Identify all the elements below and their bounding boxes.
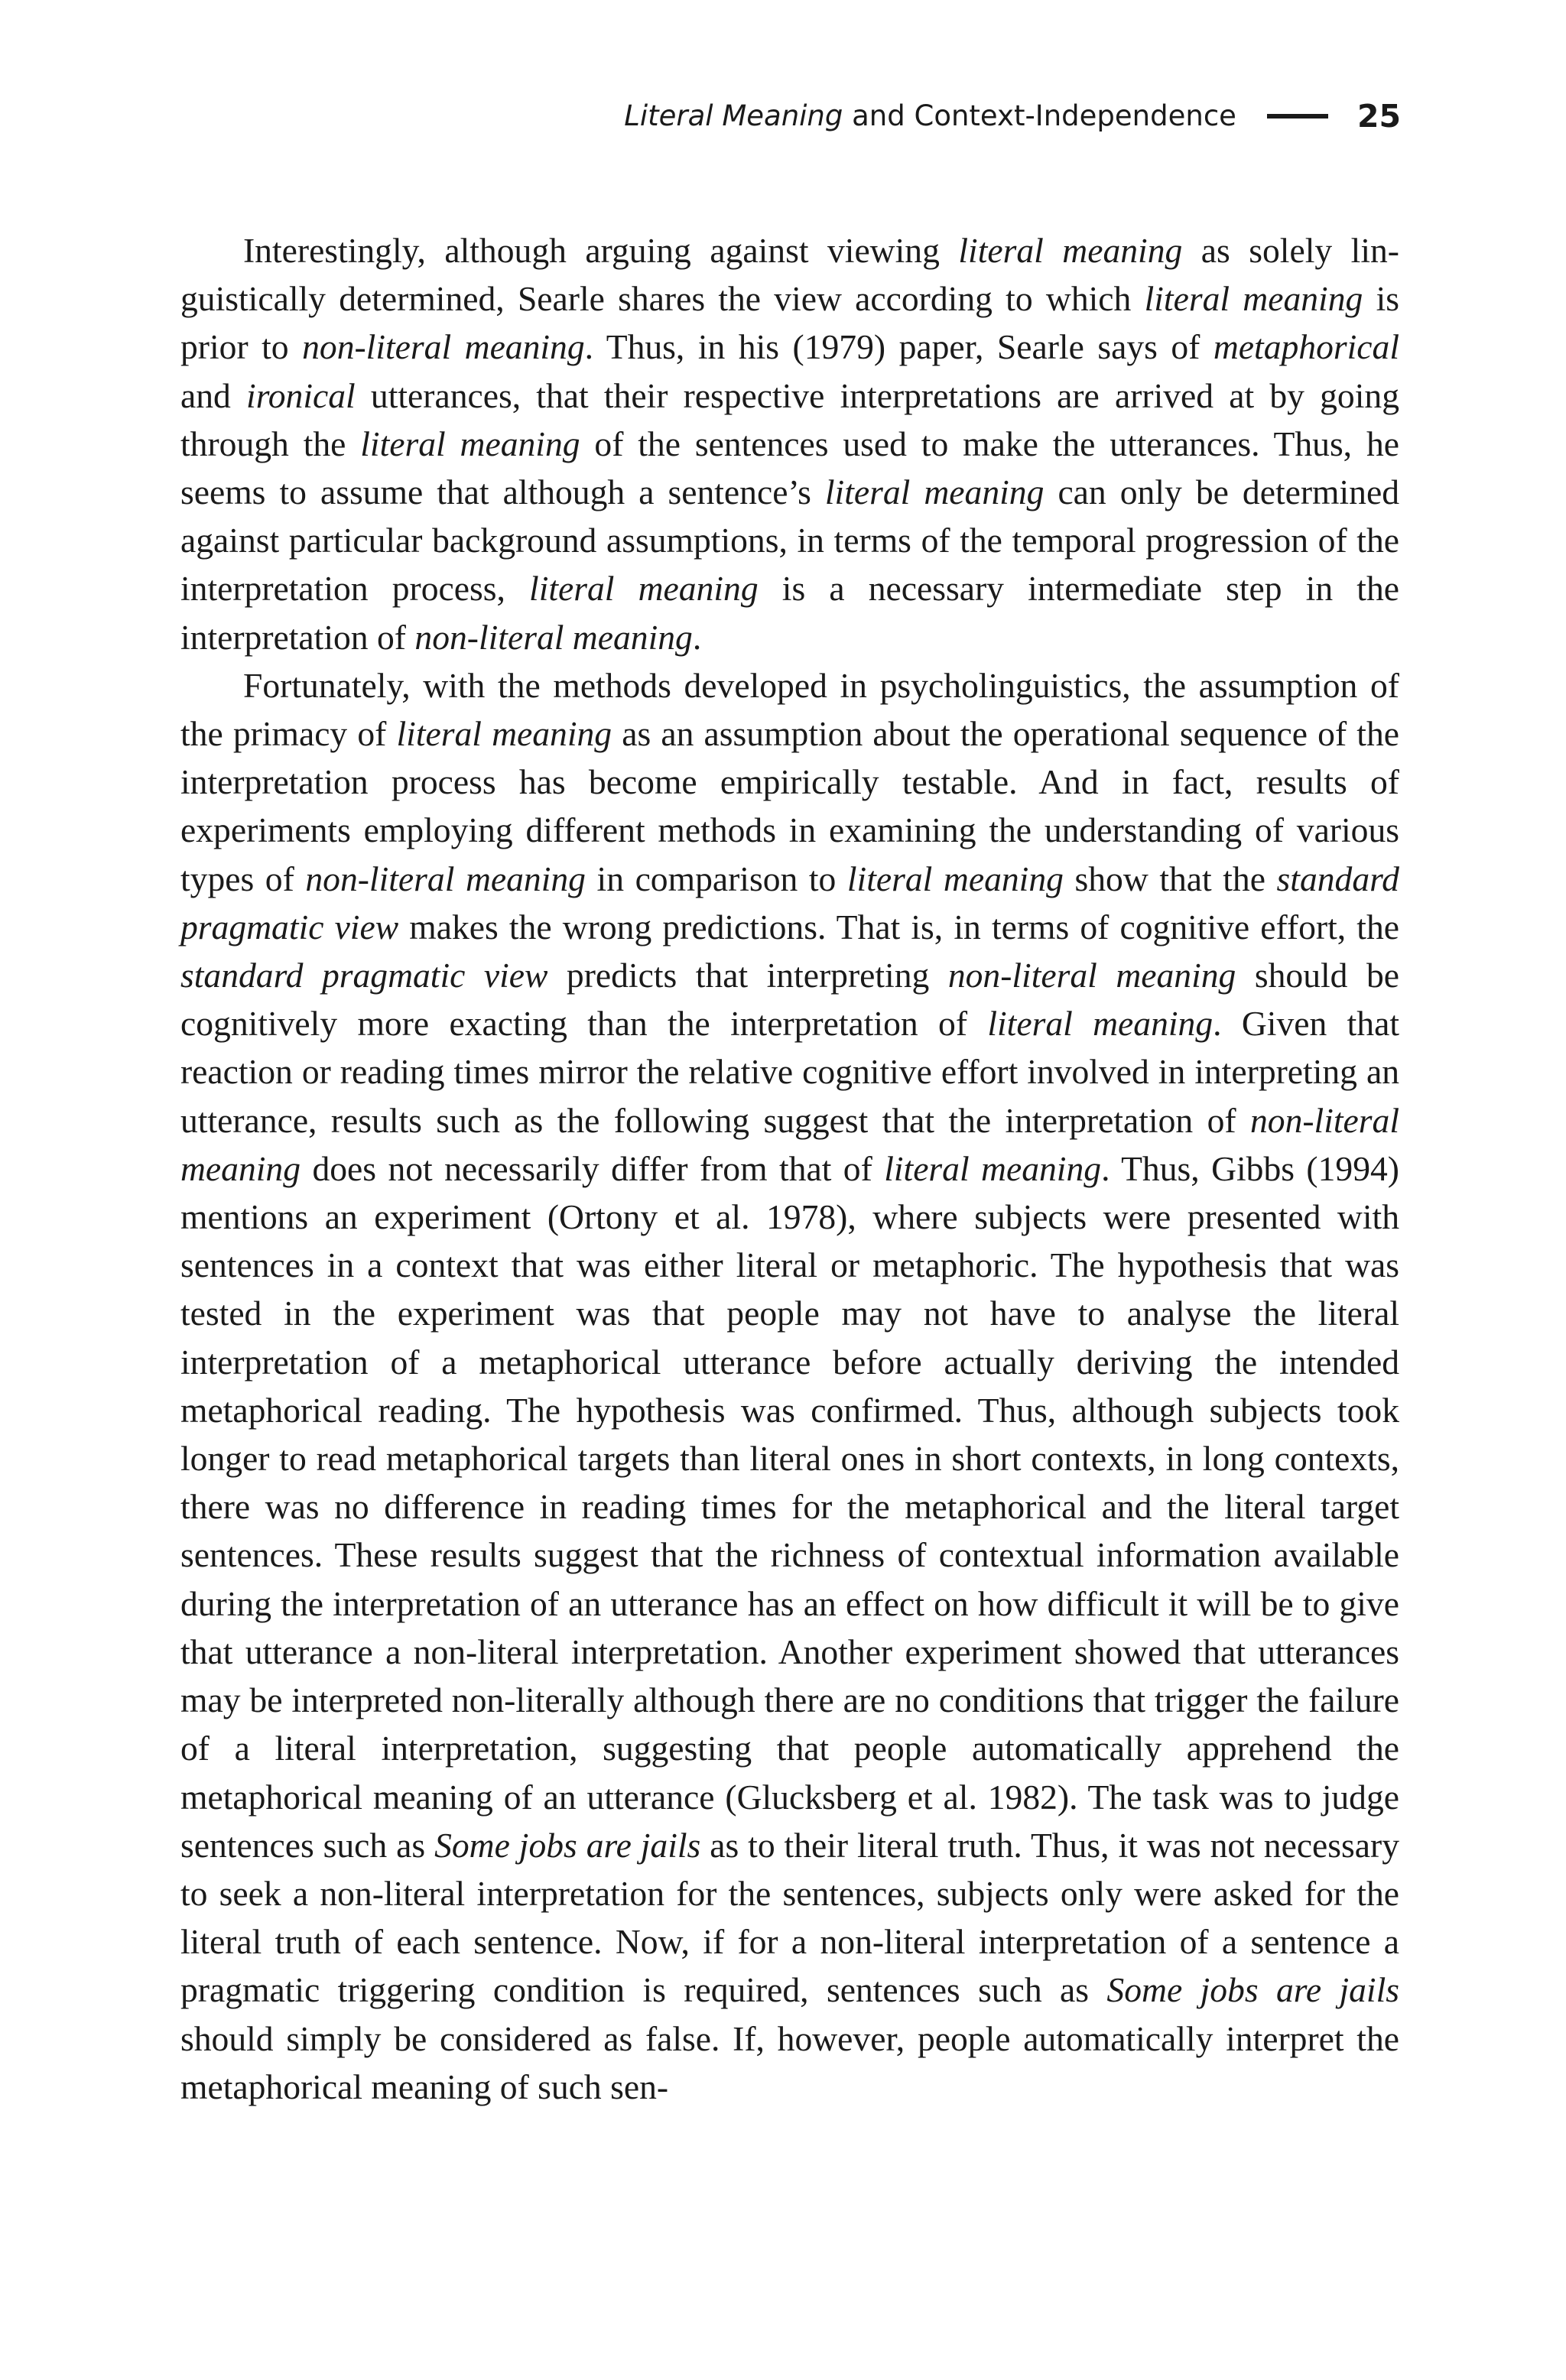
text-run: show that the	[1063, 859, 1277, 898]
italic-run: non-literal meaning	[947, 956, 1236, 995]
italic-run: non-literal meaning	[414, 617, 693, 657]
italic-run: literal meaning	[987, 1004, 1213, 1044]
text-run: should be cognitively more exacting than the interpretation of	[180, 956, 1399, 1044]
text-run: does not necessarily differ from that of	[301, 1148, 885, 1188]
text-run: in comparison to	[585, 859, 847, 898]
header-title-rest: and Context-Independence	[843, 99, 1236, 132]
text-run: . Thus, in his (1979) paper, Searle says of	[584, 327, 1213, 367]
italic-run: metaphorical	[1213, 327, 1399, 367]
text-run: makes the wrong predictions. That is, in terms of cognitive effort, the	[398, 907, 1399, 946]
text-run: and	[180, 375, 247, 415]
italic-run: literal meaning	[824, 472, 1045, 512]
italic-run: literal meaning	[360, 424, 580, 463]
text-run: . Thus, Gibbs (1994) mentions an experiment (Ortony et al. 1978), where subjects were presented with sentences in a context that was either literal or metaphoric. The hypothesis that was tested in the experiment was that people may not have to analyse the literal interpretation of a metaphorical utterance before actually deriving the intended metaphorical reading. The hypothesis was confirmed. Thus, although subjects took longer to read metaphorical targets than literal ones in short contexts, in long contexts, there was no difference in reading times for the metaphorical and the literal target sentences. These results suggest that the richness of contextual information available during the interpretation of an utterance has an effect on how difficult it will be to give that utterance a non-literal interpretation. Another experiment showed that utterances may be interpreted non-literally although there are no conditions that trigger the failure of a literal interpretation, suggesting that people automatically apprehend the metaphorical meaning of an utterance (Glucksberg et al. 1982). The task was to judge sentences such as	[180, 1148, 1399, 1865]
italic-run: literal meaning	[529, 569, 759, 609]
italic-run: Some jobs are jails	[434, 1825, 701, 1865]
italic-run: literal meaning	[846, 859, 1064, 898]
italic-run: standard pragmatic view	[180, 859, 1399, 946]
text-run: as to their literal truth. Thus, it was not necessary to seek a non-literal interpretation for the sentences, subjects only were asked for the literal truth of each sentence. Now, if for a non-literal interpretation of a sentence a pragmatic triggering condition is required, sentences such as	[180, 1825, 1399, 2010]
italic-run: non-literal meaning	[305, 859, 586, 898]
body-text	[180, 226, 1399, 2111]
text-run: as an assumption about the operational sequence of the interpretation process has become empirically testable. And in fact, results of experiments employing different methods in examining the understanding of various types of	[180, 714, 1399, 898]
italic-run: literal meaning	[884, 1148, 1102, 1188]
text-run: Fortunately, with the methods developed in psycholinguistics, the assumption of the primacy of	[180, 665, 1399, 754]
page-number: 25	[1356, 98, 1401, 135]
text-run: predicts that interpreting	[547, 956, 948, 995]
italic-run: literal meaning	[958, 231, 1183, 270]
running-header	[624, 95, 1401, 138]
text-run: as solely linguistically determined, Searle shares the view according to which	[180, 231, 1399, 319]
text-run: . Given that reaction or reading times mirror the relative cognitive effort involved in interpreting an utterance, results such as the following suggest that the interpretation of	[180, 1004, 1399, 1140]
italic-run: literal meaning	[1144, 279, 1363, 319]
text-run: is a necessary intermediate step in the interpretation of	[180, 569, 1399, 657]
paragraph	[180, 661, 1399, 2111]
italic-run: non-literal meaning	[180, 1100, 1399, 1188]
text-run: utterances, that their respective interpretations are arrived at by going through the	[180, 375, 1399, 463]
italic-run: non-literal meaning	[302, 327, 585, 367]
italic-run: ironical	[246, 375, 356, 415]
text-run: Interestingly, although arguing against viewing	[243, 231, 959, 270]
header-rule	[1267, 114, 1328, 119]
italic-run: standard pragmatic view	[180, 956, 548, 995]
text-run: .	[692, 617, 702, 657]
text-run: of the sentences used to make the utterances. Thus, he seems to assume that although a sentence’s	[180, 424, 1399, 512]
paragraph	[180, 226, 1399, 661]
text-run: is prior to	[180, 279, 1399, 367]
header-title-italic: Literal Meaning	[624, 99, 843, 132]
italic-run: literal meaning	[396, 714, 612, 754]
text-run: can only be determined against particular background assumptions, in terms of the temporal progression of the interpretation process,	[180, 472, 1399, 609]
italic-run: Some jobs are jails	[1106, 1970, 1399, 2010]
text-run: should simply be considered as false. If, however, people automatically interpret the metaphorical meaning of such sen-	[180, 2018, 1399, 2106]
